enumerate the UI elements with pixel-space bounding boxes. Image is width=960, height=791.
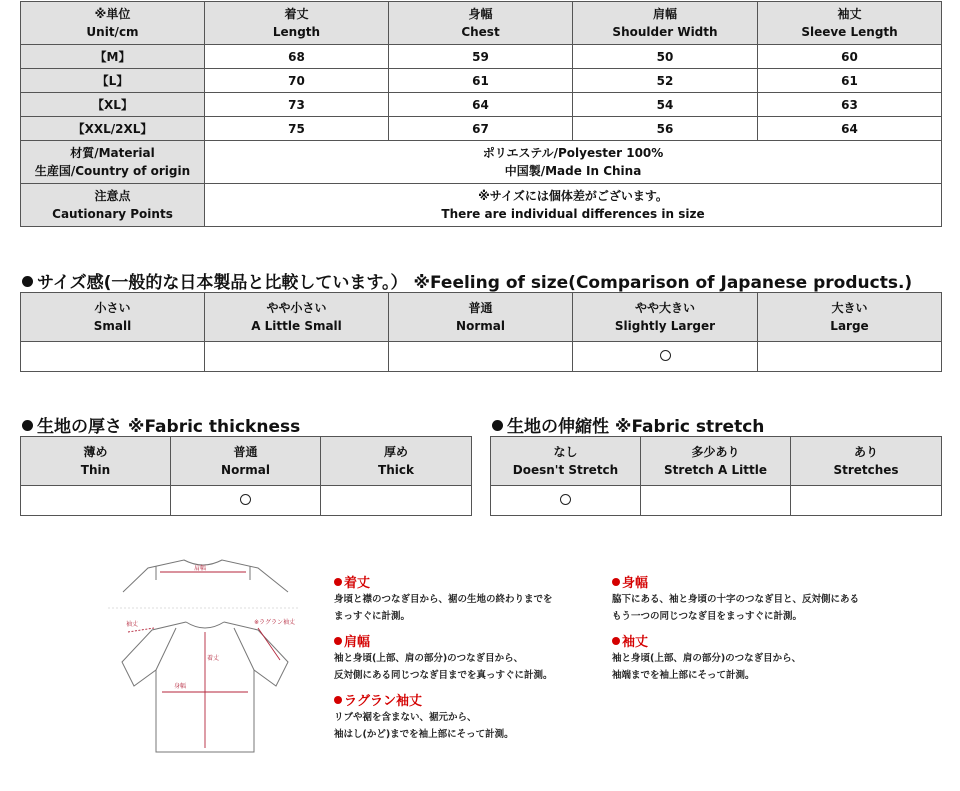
sleeve-length-value: 61: [758, 69, 942, 93]
caution-row: [21, 184, 942, 227]
diagram-chest-label: 身幅: [174, 683, 187, 690]
size-row-m: [21, 45, 942, 69]
option-label-ja: あり: [853, 445, 878, 459]
measure-note-line: 袖と身頃(上部、肩の部分)のつなぎ目から、: [612, 653, 802, 664]
caution-value-en: There are individual differences in size: [441, 207, 705, 221]
measure-note-title-text: 身幅: [622, 576, 649, 591]
measure-note-line: 袖と身頃(上部、肩の部分)のつなぎ目から、: [334, 653, 524, 664]
sleeve-length-header-en: Sleeve Length: [801, 25, 898, 39]
size-row-l: [21, 69, 942, 93]
red-bullet-icon: [334, 696, 342, 704]
chest-value: 59: [389, 45, 573, 69]
shoulder-width-value: 56: [573, 117, 758, 141]
measure-note-title-text: 肩幅: [344, 635, 371, 650]
measure-note-line: まっすぐに計測。: [334, 611, 411, 622]
red-bullet-icon: [612, 578, 620, 586]
measure-note-line: もう一つの同じつなぎ目をまっすぐに計測。: [612, 611, 803, 622]
material-value: [205, 141, 942, 184]
red-bullet-icon: [612, 637, 620, 645]
option-label-en: Normal: [221, 463, 270, 477]
thickness-mark-cell: [171, 486, 321, 516]
sleeve-length-header-ja: 袖丈: [837, 7, 862, 21]
feel-option-a-little-small: [205, 293, 389, 342]
bullet-icon: [22, 276, 33, 287]
stretch-mark-cell: [641, 486, 791, 516]
feel-option-small: [21, 293, 205, 342]
feel-mark-cell: [389, 342, 573, 372]
length-value: 68: [205, 45, 389, 69]
option-label-ja: やや小さい: [266, 301, 327, 315]
origin-value-line: 中国製/Made In China: [504, 164, 642, 178]
stretch-mark-cell: [491, 486, 641, 516]
option-label-en: Small: [93, 319, 132, 333]
size-table-header-row: [21, 2, 942, 45]
garment-measurement-diagram: [108, 552, 298, 762]
material-label-line: 材質/Material: [70, 146, 155, 160]
stretch-table: [490, 436, 942, 516]
measure-note-title: [334, 631, 553, 650]
feel-mark-cell: [205, 342, 389, 372]
thickness-option-thick: [321, 437, 472, 486]
measure-note-sleeve: [612, 631, 801, 684]
diagram-raglan-label: ※ラグラン袖丈: [254, 619, 296, 626]
measure-note-line: 反対側にある同じつなぎ目までを真っすぐに計測。: [334, 670, 553, 681]
caution-value-ja: ※サイズには個体差がございます。: [478, 189, 668, 203]
size-row-xxl: [21, 117, 942, 141]
size-label: 【XXL/2XL】: [21, 117, 205, 141]
chest-value: 67: [389, 117, 573, 141]
size-feel-header-row: [21, 293, 942, 342]
feel-option-slightly-larger: [573, 293, 758, 342]
option-label-en: Normal: [456, 319, 505, 333]
thickness-option-thin: [21, 437, 171, 486]
size-feel-title-text: サイズ感(一般的な日本製品と比較しています。） ※Feeling of size(Comparison of Japanese products.): [37, 273, 913, 293]
option-label-en: Stretch A Little: [664, 463, 767, 477]
selected-mark-icon: [660, 350, 671, 361]
measure-note-title-text: ラグラン袖丈: [344, 694, 423, 709]
stretch-mark-row: [491, 486, 942, 516]
option-label-en: Slightly Larger: [614, 319, 716, 333]
measure-note-length: [334, 572, 553, 625]
sleeve-length-value: 60: [758, 45, 942, 69]
material-row: [21, 141, 942, 184]
shoulder-width-header-ja: 肩幅: [652, 7, 677, 21]
measure-note-shoulder: [334, 631, 553, 684]
chest-value: 64: [389, 93, 573, 117]
red-bullet-icon: [334, 637, 342, 645]
thickness-title: [22, 412, 300, 437]
size-label: 【XL】: [21, 93, 205, 117]
unit-label-en: Unit/cm: [86, 25, 139, 39]
diagram-length-label: 着丈: [207, 655, 220, 662]
option-label-en: Thin: [80, 463, 111, 477]
caution-label-ja: 注意点: [94, 189, 131, 203]
thickness-mark-row: [21, 486, 472, 516]
shoulder-width-header: [573, 2, 758, 45]
caution-value: [205, 184, 942, 227]
length-value: 70: [205, 69, 389, 93]
feel-mark-cell: [573, 342, 758, 372]
measure-note-raglan: [334, 690, 514, 743]
chest-header-ja: 身幅: [468, 7, 493, 21]
thickness-title-text: 生地の厚さ ※Fabric thickness: [37, 417, 301, 437]
feel-option-normal: [389, 293, 573, 342]
caution-label: [21, 184, 205, 227]
measure-note-line: 身頃と襟のつなぎ目から、裾の生地の終わりまでを: [334, 594, 553, 605]
option-label-en: Large: [830, 319, 869, 333]
length-header: [205, 2, 389, 45]
option-label-ja: 大きい: [831, 301, 868, 315]
sleeve-length-header: [758, 2, 942, 45]
selected-mark-icon: [240, 494, 251, 505]
material-label: [21, 141, 205, 184]
size-feel-table: [20, 292, 942, 372]
sleeve-length-value: 64: [758, 117, 942, 141]
stretch-option-stretches: [791, 437, 942, 486]
chest-value: 61: [389, 69, 573, 93]
unit-label-ja: ※単位: [94, 7, 131, 21]
thickness-option-normal: [171, 437, 321, 486]
option-label-en: Stretches: [833, 463, 899, 477]
length-value: 73: [205, 93, 389, 117]
measure-note-chest: [612, 572, 859, 625]
sleeve-length-value: 63: [758, 93, 942, 117]
chest-header-en: Chest: [461, 25, 500, 39]
diagram-sleeve-label: 袖丈: [126, 621, 139, 628]
thickness-mark-cell: [21, 486, 171, 516]
feel-option-large: [758, 293, 942, 342]
option-label-ja: 薄め: [83, 445, 108, 459]
unit-header: [21, 2, 205, 45]
selected-mark-icon: [560, 494, 571, 505]
chest-header: [389, 2, 573, 45]
measure-note-title: [612, 631, 801, 650]
caution-label-en: Cautionary Points: [52, 207, 173, 221]
measure-note-title: [612, 572, 859, 591]
measure-note-title: [334, 572, 553, 591]
option-label-en: Thick: [378, 463, 414, 477]
option-label-ja: 小さい: [94, 301, 131, 315]
size-table: [20, 1, 942, 227]
measure-note-line: 袖はし(かど)までを袖上部にそって計測。: [334, 729, 514, 740]
length-header-ja: 着丈: [284, 7, 309, 21]
option-label-ja: やや大きい: [634, 301, 695, 315]
option-label-ja: 多少あり: [691, 445, 740, 459]
measure-note-line: リブや裾を含まない、裾元から、: [334, 712, 477, 723]
size-feel-mark-row: [21, 342, 942, 372]
stretch-header-row: [491, 437, 942, 486]
red-bullet-icon: [334, 578, 342, 586]
size-row-xl: [21, 93, 942, 117]
thickness-table: [20, 436, 472, 516]
measure-note-line: 脇下にある、袖と身頃の十字のつなぎ目と、反対側にある: [612, 594, 860, 605]
option-label-ja: なし: [553, 445, 578, 459]
size-feel-title: [22, 268, 912, 293]
shoulder-width-value: 52: [573, 69, 758, 93]
stretch-mark-cell: [791, 486, 942, 516]
shoulder-width-value: 50: [573, 45, 758, 69]
measure-note-title: [334, 690, 514, 709]
option-label-en: A Little Small: [251, 319, 342, 333]
size-label: 【M】: [21, 45, 205, 69]
option-label-ja: 厚め: [383, 445, 408, 459]
thickness-mark-cell: [321, 486, 472, 516]
measure-note-title-text: 着丈: [344, 576, 371, 591]
option-label-ja: 普通: [468, 301, 493, 315]
option-label-en: Doesn't Stretch: [512, 463, 619, 477]
length-header-en: Length: [272, 25, 321, 39]
shoulder-width-value: 54: [573, 93, 758, 117]
feel-mark-cell: [758, 342, 942, 372]
bullet-icon: [22, 420, 33, 431]
shoulder-width-header-en: Shoulder Width: [612, 25, 718, 39]
feel-mark-cell: [21, 342, 205, 372]
stretch-option-a-little: [641, 437, 791, 486]
measure-note-line: 袖端までを袖上部にそって計測。: [612, 670, 755, 681]
stretch-option-none: [491, 437, 641, 486]
origin-label-line: 生産国/Country of origin: [34, 164, 191, 178]
size-label: 【L】: [21, 69, 205, 93]
diagram-shoulder-label: 肩幅: [194, 565, 207, 572]
material-value-line: ポリエステル/Polyester 100%: [482, 146, 664, 160]
thickness-header-row: [21, 437, 472, 486]
option-label-ja: 普通: [233, 445, 258, 459]
stretch-title-text: 生地の伸縮性 ※Fabric stretch: [507, 417, 765, 437]
measurement-arrows: [128, 572, 280, 748]
stretch-title: [492, 412, 764, 437]
bullet-icon: [492, 420, 503, 431]
measure-note-title-text: 袖丈: [622, 635, 649, 650]
length-value: 75: [205, 117, 389, 141]
